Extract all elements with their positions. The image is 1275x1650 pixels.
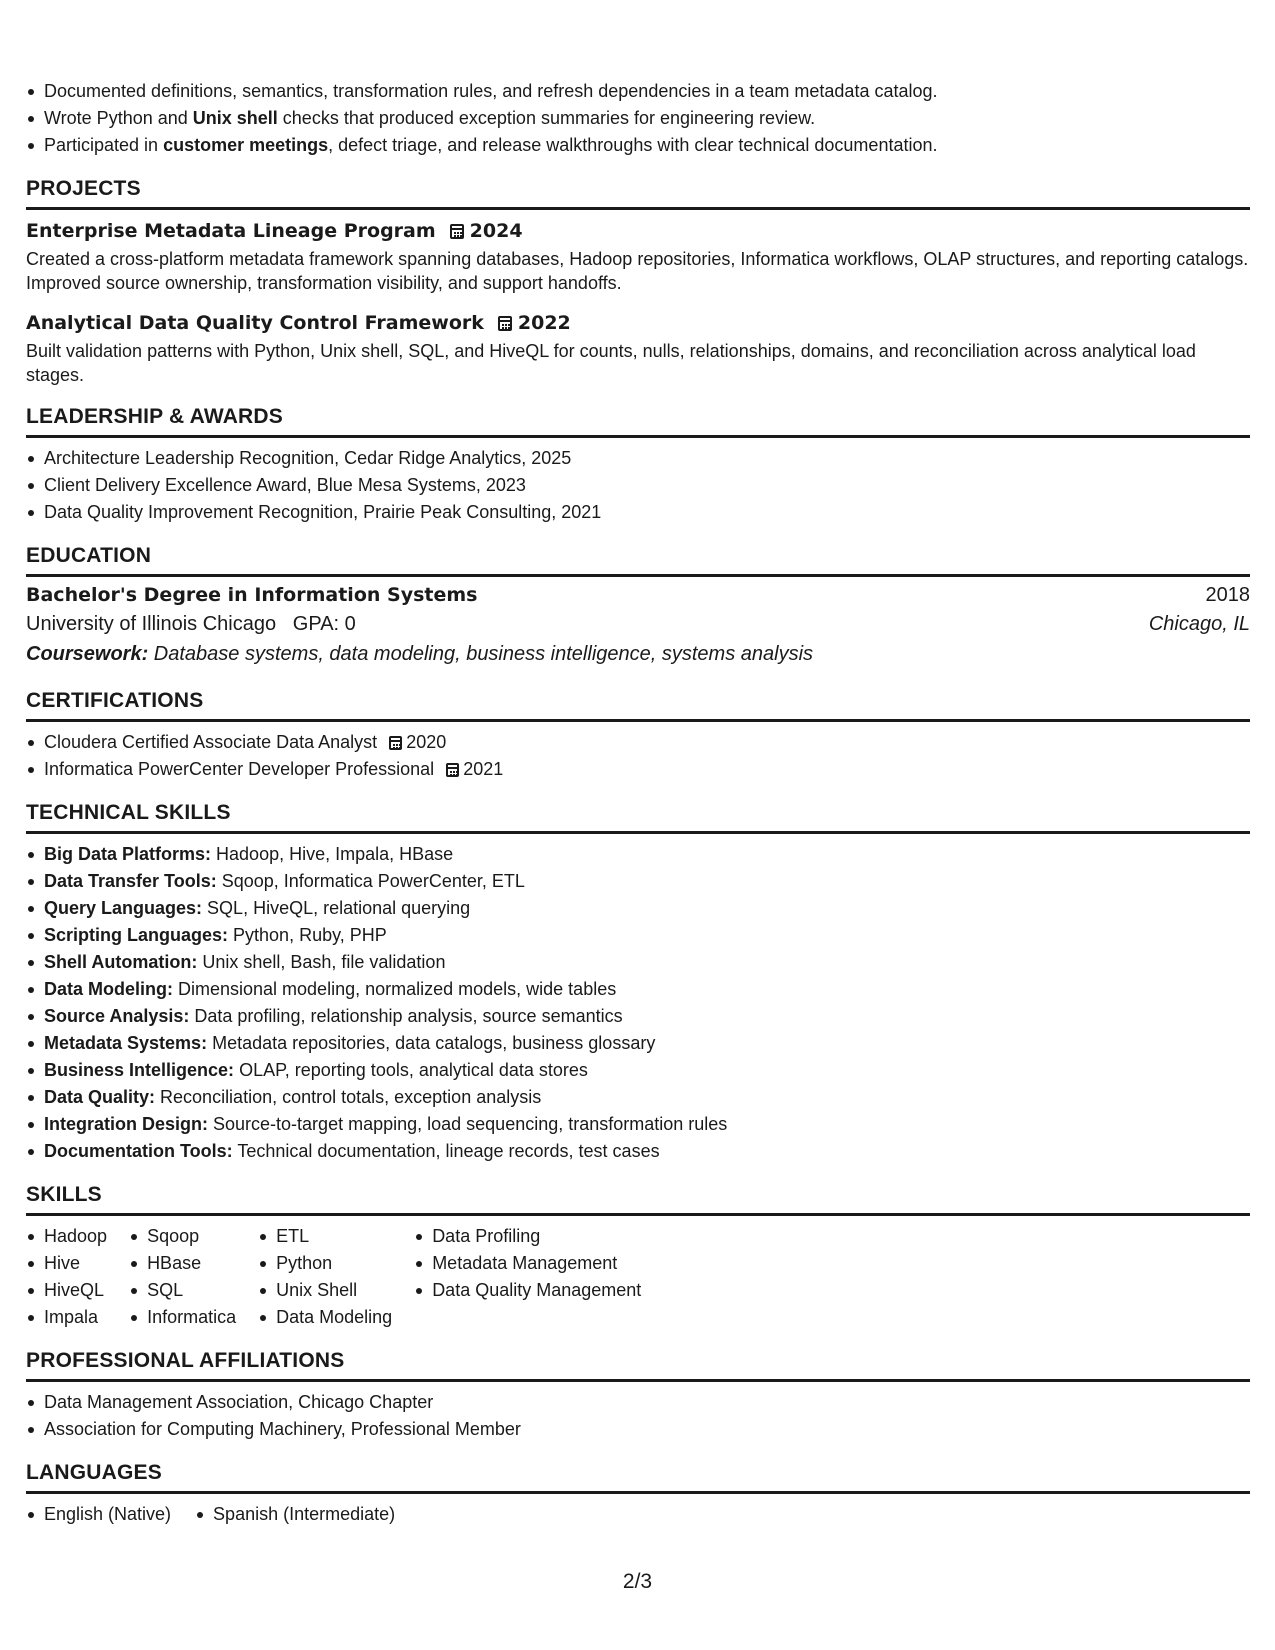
experience-bullet: Wrote Python and Unix shell checks that produced exception summaries for engineering review. [26, 105, 1250, 132]
skill-item: Data Profiling [414, 1223, 641, 1250]
technical-skill-value: Python, Ruby, PHP [228, 925, 387, 945]
technical-skill-label: Business Intelligence: [44, 1060, 235, 1080]
skill-item: Data Quality Management [414, 1277, 641, 1304]
technical-skill-value: OLAP, reporting tools, analytical data stores [234, 1060, 588, 1080]
skill-item: Hadoop [26, 1223, 107, 1250]
technical-skill-item [26, 868, 1250, 895]
leadership-item: Architecture Leadership Recognition, Cedar Ridge Analytics, 2025 [26, 445, 1250, 472]
leadership-list [26, 445, 1250, 526]
language-item: English (Native) [26, 1501, 171, 1528]
technical-skill-item [26, 1138, 1250, 1165]
affiliations-list [26, 1389, 1250, 1443]
affiliation-item: Data Management Association, Chicago Chapter [26, 1389, 1250, 1416]
projects-section [26, 175, 1250, 387]
technical-skills-list [26, 841, 1250, 1165]
technical-skill-label: Data Quality: [44, 1087, 156, 1107]
project-description: Built validation patterns with Python, Unix shell, SQL, and HiveQL for counts, nulls, relationships, domains, and reconciliation across analytical load stages. [26, 341, 1196, 385]
technical-skill-value: Dimensional modeling, normalized models, wide tables [173, 979, 617, 999]
technical-skill-value: Data profiling, relationship analysis, source semantics [189, 1006, 623, 1026]
technical-skill-item [26, 949, 1250, 976]
languages-list [26, 1501, 1250, 1528]
experience-bullets [26, 78, 1250, 159]
certifications-heading: CERTIFICATIONS [26, 687, 1250, 722]
skills-grid [26, 1223, 1250, 1331]
skill-item: Unix Shell [258, 1277, 392, 1304]
technical-skill-label: Data Transfer Tools: [44, 871, 217, 891]
skill-item: Data Modeling [258, 1304, 392, 1331]
projects-heading: PROJECTS [26, 175, 1250, 210]
technical-skill-item [26, 1084, 1250, 1111]
technical-skill-value: Hadoop, Hive, Impala, HBase [211, 844, 454, 864]
technical-skill-label: Scripting Languages: [44, 925, 229, 945]
technical-skill-label: Source Analysis: [44, 1006, 190, 1026]
technical-skills-heading: TECHNICAL SKILLS [26, 799, 1250, 834]
technical-skill-value: Unix shell, Bash, file validation [197, 952, 446, 972]
skill-item: Impala [26, 1304, 107, 1331]
technical-skill-label: Metadata Systems: [44, 1033, 208, 1053]
technical-skill-value: Sqoop, Informatica PowerCenter, ETL [216, 871, 525, 891]
technical-skill-label: Shell Automation: [44, 952, 198, 972]
project-year: 2024 [469, 220, 523, 242]
leadership-heading: LEADERSHIP & AWARDS [26, 403, 1250, 438]
skills-column [26, 1223, 107, 1331]
technical-skill-item [26, 895, 1250, 922]
technical-skill-label: Data Modeling: [44, 979, 173, 999]
skill-item: Hive [26, 1250, 107, 1277]
skill-item: Metadata Management [414, 1250, 641, 1277]
leadership-item: Data Quality Improvement Recognition, Prairie Peak Consulting, 2021 [26, 499, 1250, 526]
technical-skills-section [26, 799, 1250, 1165]
experience-bullet: Documented definitions, semantics, transformation rules, and refresh dependencies in a team metadata catalog. [26, 78, 1250, 105]
certification-item: Cloudera Certified Associate Data Analyst 2020 [26, 729, 1250, 756]
skill-item: Python [258, 1250, 392, 1277]
technical-skill-item [26, 841, 1250, 868]
skill-item: Sqoop [129, 1223, 236, 1250]
education-section [26, 542, 1250, 669]
graduation-year: 2018 [1205, 584, 1250, 606]
skills-heading: SKILLS [26, 1181, 1250, 1216]
calendar-icon [389, 736, 402, 750]
resume-page [26, 78, 1250, 1528]
school-location: Chicago, IL [1148, 613, 1250, 635]
leadership-section [26, 403, 1250, 526]
certifications-section [26, 687, 1250, 783]
technical-skill-value: Reconciliation, control totals, exception analysis [155, 1087, 542, 1107]
technical-skill-value: Metadata repositories, data catalogs, business glossary [207, 1033, 656, 1053]
languages-section [26, 1459, 1250, 1528]
language-item: Spanish (Intermediate) [195, 1501, 395, 1528]
education-heading: EDUCATION [26, 542, 1250, 577]
page-number: 2/3 [622, 1570, 653, 1593]
skills-column [414, 1223, 641, 1331]
calendar-icon [450, 224, 464, 239]
affiliations-section [26, 1347, 1250, 1443]
certification-item: Informatica PowerCenter Developer Professional 2021 [26, 756, 1250, 783]
technical-skill-item [26, 1057, 1250, 1084]
projects-list [26, 217, 1250, 387]
skill-item: HBase [129, 1250, 236, 1277]
technical-skill-item [26, 922, 1250, 949]
skills-column [258, 1223, 392, 1331]
project-name: Enterprise Metadata Lineage Program [26, 220, 436, 242]
leadership-item: Client Delivery Excellence Award, Blue Mesa Systems, 2023 [26, 472, 1250, 499]
calendar-icon [446, 763, 459, 777]
project-description: Created a cross-platform metadata framework spanning databases, Hadoop repositories, Informatica workflows, OLAP structures, and reporting catalogs. Improved source ownership, transformation visibility, and support handoffs. [26, 249, 1249, 293]
skills-column [129, 1223, 236, 1331]
technical-skill-value: Technical documentation, lineage records, test cases [232, 1141, 660, 1161]
project-item [26, 309, 1250, 387]
school-name: University of Illinois Chicago [26, 613, 277, 635]
degree: Bachelor's Degree in Information Systems [26, 584, 478, 606]
technical-skill-value: SQL, HiveQL, relational querying [202, 898, 471, 918]
technical-skill-label: Documentation Tools: [44, 1141, 233, 1161]
skill-item: SQL [129, 1277, 236, 1304]
experience-bullet: Participated in customer meetings, defect triage, and release walkthroughs with clear technical documentation. [26, 132, 1250, 159]
calendar-icon [498, 316, 512, 331]
affiliation-item: Association for Computing Machinery, Professional Member [26, 1416, 1250, 1443]
technical-skill-value: Source-to-target mapping, load sequencing, transformation rules [208, 1114, 728, 1134]
technical-skill-item [26, 1111, 1250, 1138]
technical-skill-label: Query Languages: [44, 898, 203, 918]
technical-skill-item [26, 976, 1250, 1003]
skill-item: ETL [258, 1223, 392, 1250]
languages-heading: LANGUAGES [26, 1459, 1250, 1494]
certifications-list [26, 729, 1250, 783]
project-name: Analytical Data Quality Control Framework [26, 312, 484, 334]
technical-skill-item [26, 1030, 1250, 1057]
project-item [26, 217, 1250, 295]
skill-item: HiveQL [26, 1277, 107, 1304]
skill-item: Informatica [129, 1304, 236, 1331]
gpa: GPA: 0 [292, 613, 356, 635]
technical-skill-label: Big Data Platforms: [44, 844, 212, 864]
technical-skill-label: Integration Design: [44, 1114, 209, 1134]
technical-skill-item [26, 1003, 1250, 1030]
project-year: 2022 [517, 312, 571, 334]
skills-section [26, 1181, 1250, 1331]
affiliations-heading: PROFESSIONAL AFFILIATIONS [26, 1347, 1250, 1382]
coursework: Coursework: Database systems, data modeling, business intelligence, systems analysis [26, 643, 814, 665]
